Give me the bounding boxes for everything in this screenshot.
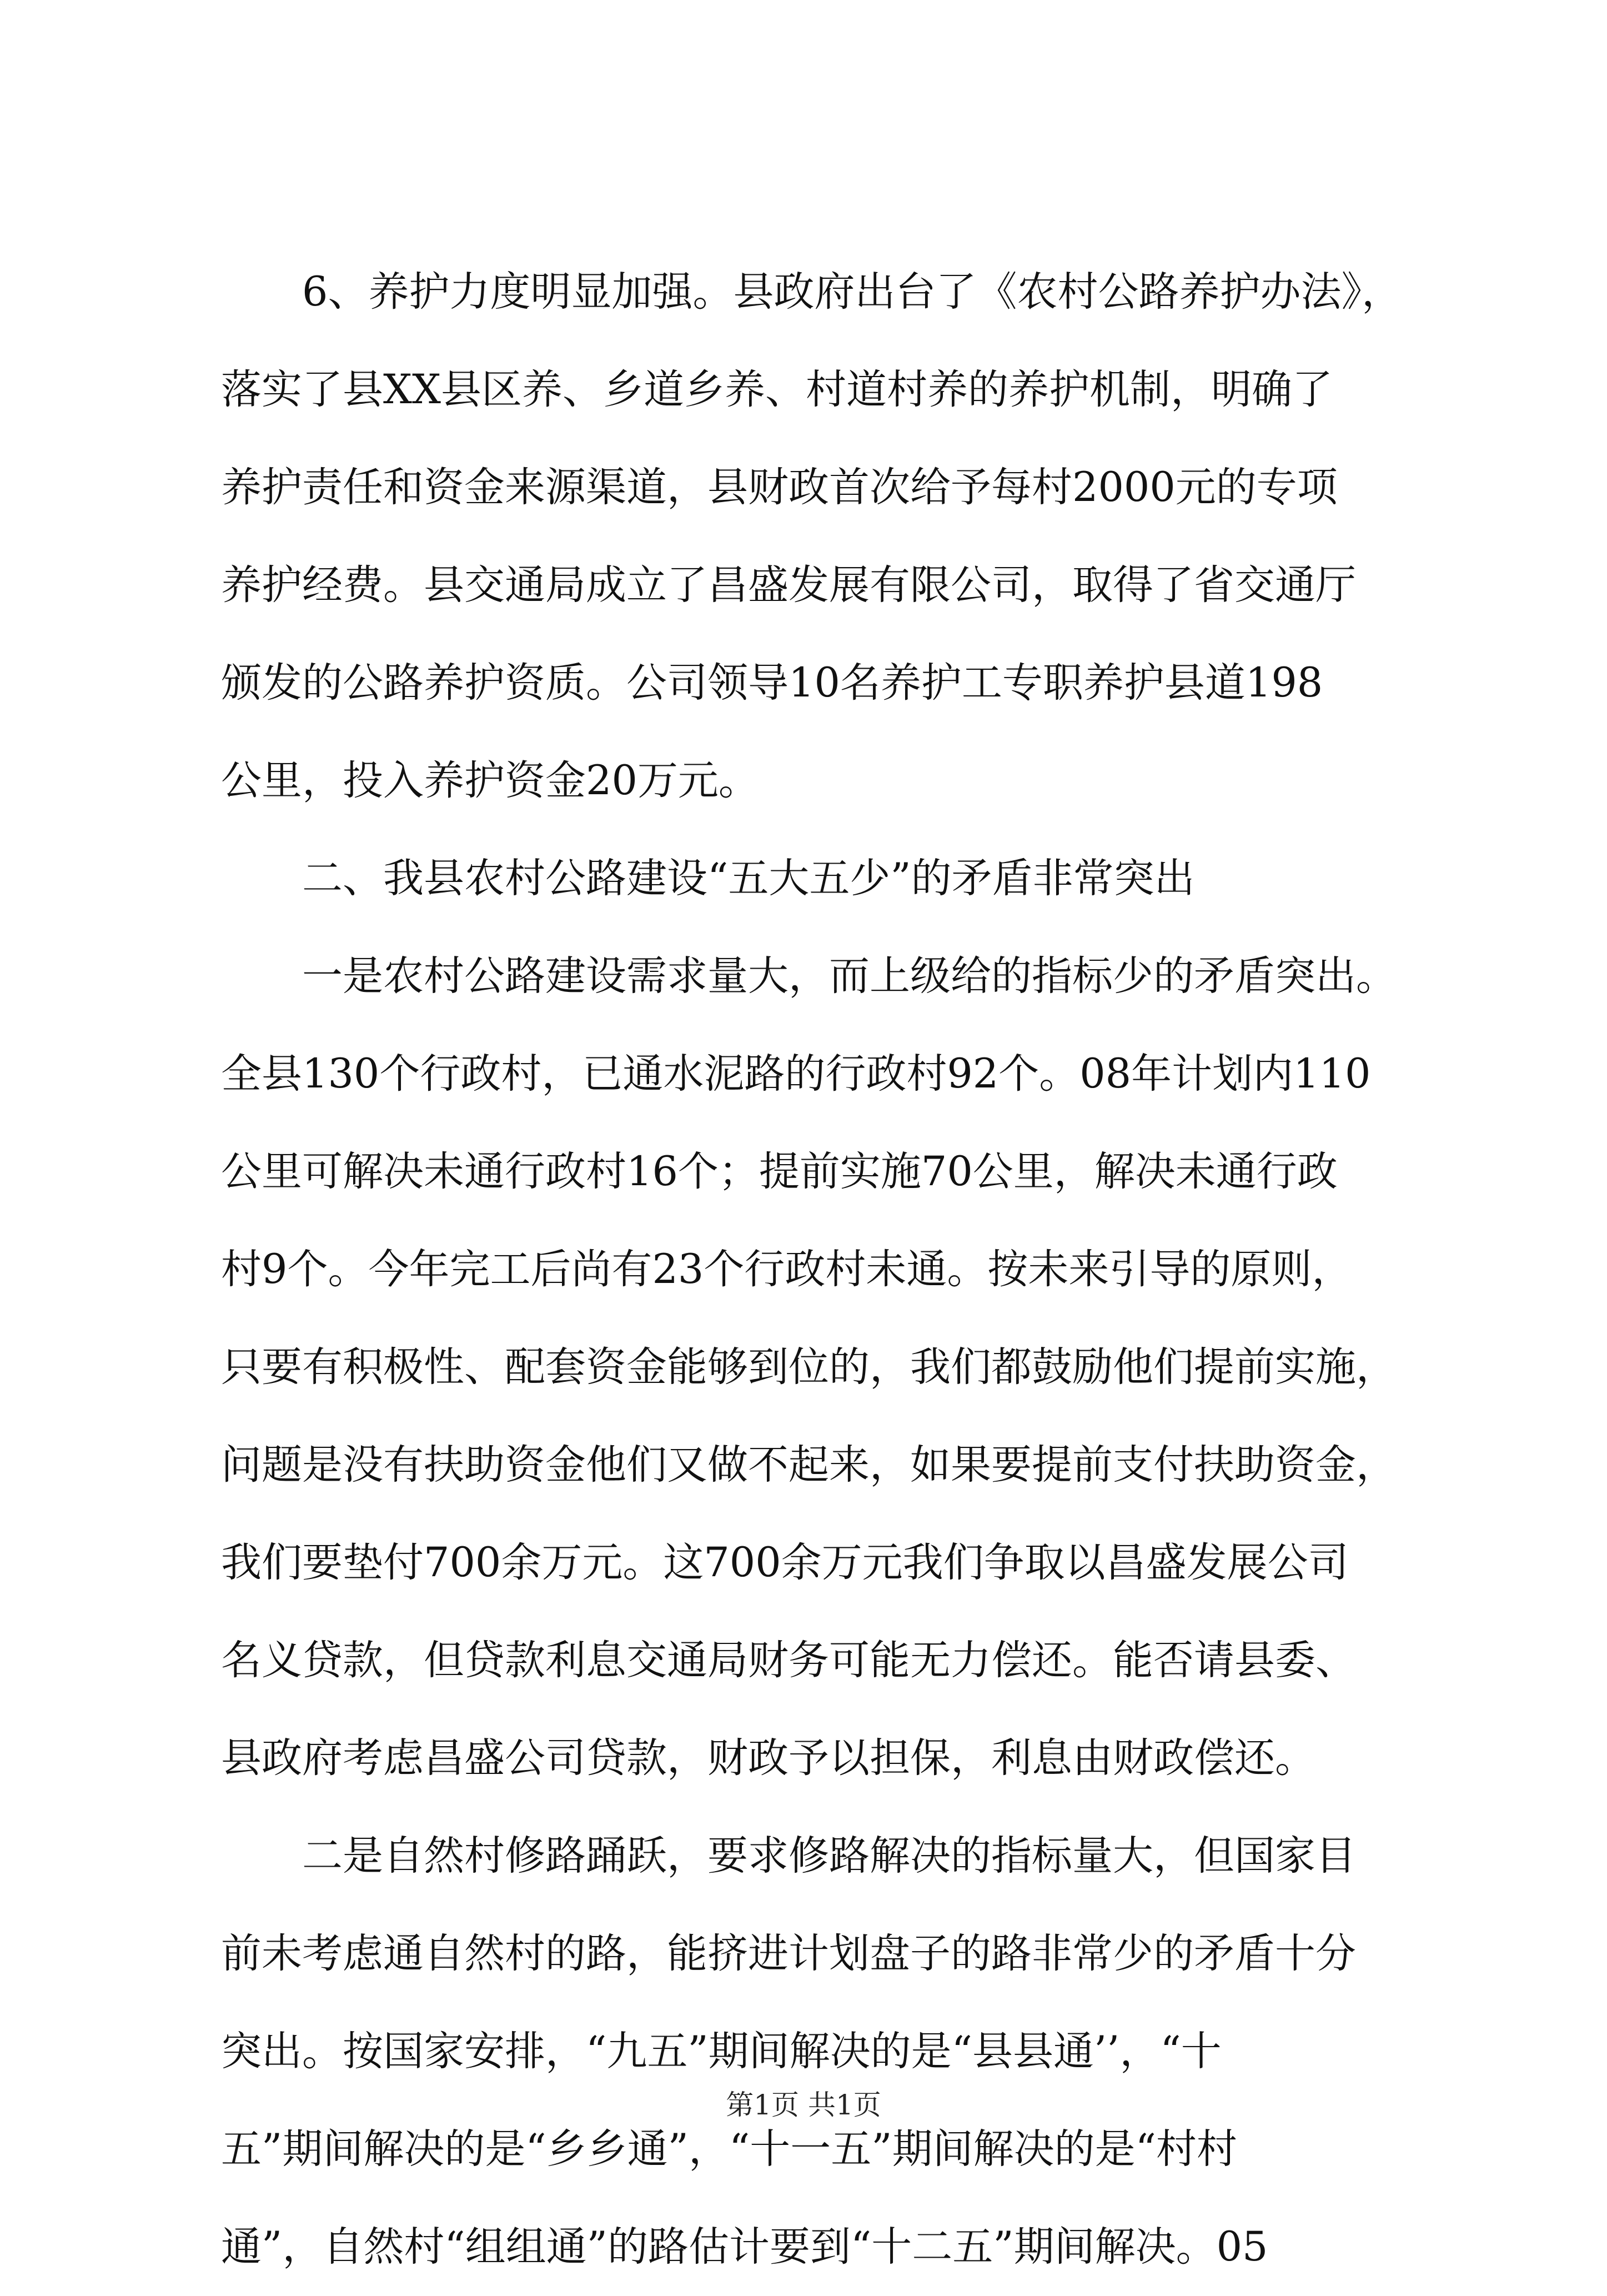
text-line: 全县130个行政村，已通水泥路的行政村92个。08年计划内110 xyxy=(221,1050,1371,1097)
text-line: 名义贷款，但贷款利息交通局财务可能无力偿还。能否请县委、 xyxy=(221,1637,1356,1684)
section-heading: 二、我县农村公路建设“五大五少”的矛盾非常突出 xyxy=(221,855,1195,902)
text-line: 二是自然村修路踊跃，要求修路解决的指标量大，但国家目 xyxy=(221,1832,1356,1879)
text-line: 县政府考虑昌盛公司贷款，财政予以担保，利息由财政偿还。 xyxy=(221,1734,1315,1782)
text-line: 公里，投入养护资金20万元。 xyxy=(221,757,759,804)
page-footer xyxy=(0,2086,1607,2124)
text-line: 村9个。今年完工后尚有23个行政村未通。按未来引导的原则， xyxy=(221,1246,1353,1293)
text-line: 颁发的公路养护资质。公司领导10名养护工专职养护县道198 xyxy=(221,659,1323,706)
text-line: 公里可解决未通行政村16个；提前实施70公里，解决未通行政 xyxy=(221,1148,1338,1195)
text-line: 一是农村公路建设需求量大，而上级给的指标少的矛盾突出。 xyxy=(221,953,1397,1000)
text-line: 养护责任和资金来源渠道，县财政首次给予每村2000元的专项 xyxy=(221,464,1338,511)
text-line: 突出。按国家安排，“九五”期间解决的是“县县通’’，“十 xyxy=(221,2028,1222,2075)
page-number-label: 第1页 共1页 xyxy=(726,2089,881,2121)
text-line: 问题是没有扶助资金他们又做不起来，如果要提前支付扶助资金， xyxy=(221,1441,1397,1488)
text-line: 五”期间解决的是“乡乡通”，“十一五”期间解决的是“村村 xyxy=(221,2125,1237,2173)
text-line: 前未考虑通自然村的路，能挤进计划盘子的路非常少的矛盾十分 xyxy=(221,1930,1356,1977)
text-line: 养护经费。县交通局成立了昌盛发展有限公司，取得了省交通厅 xyxy=(221,562,1356,609)
text-line: 6、养护力度明显加强。县政府出台了《农村公路养护办法》， xyxy=(221,268,1402,315)
text-line: 落实了县XX县区养、乡道乡养、村道村养的养护机制，明确了 xyxy=(221,366,1333,413)
text-line: 我们要垫付700余万元。这700余万元我们争取以昌盛发展公司 xyxy=(221,1539,1349,1586)
document-body xyxy=(221,243,1404,2296)
text-line: 只要有积极性、配套资金能够到位的，我们都鼓励他们提前实施， xyxy=(221,1343,1397,1391)
text-line: 通”，自然村“组组通”的路估计要到“十二五”期间解决。05 xyxy=(221,2223,1268,2270)
